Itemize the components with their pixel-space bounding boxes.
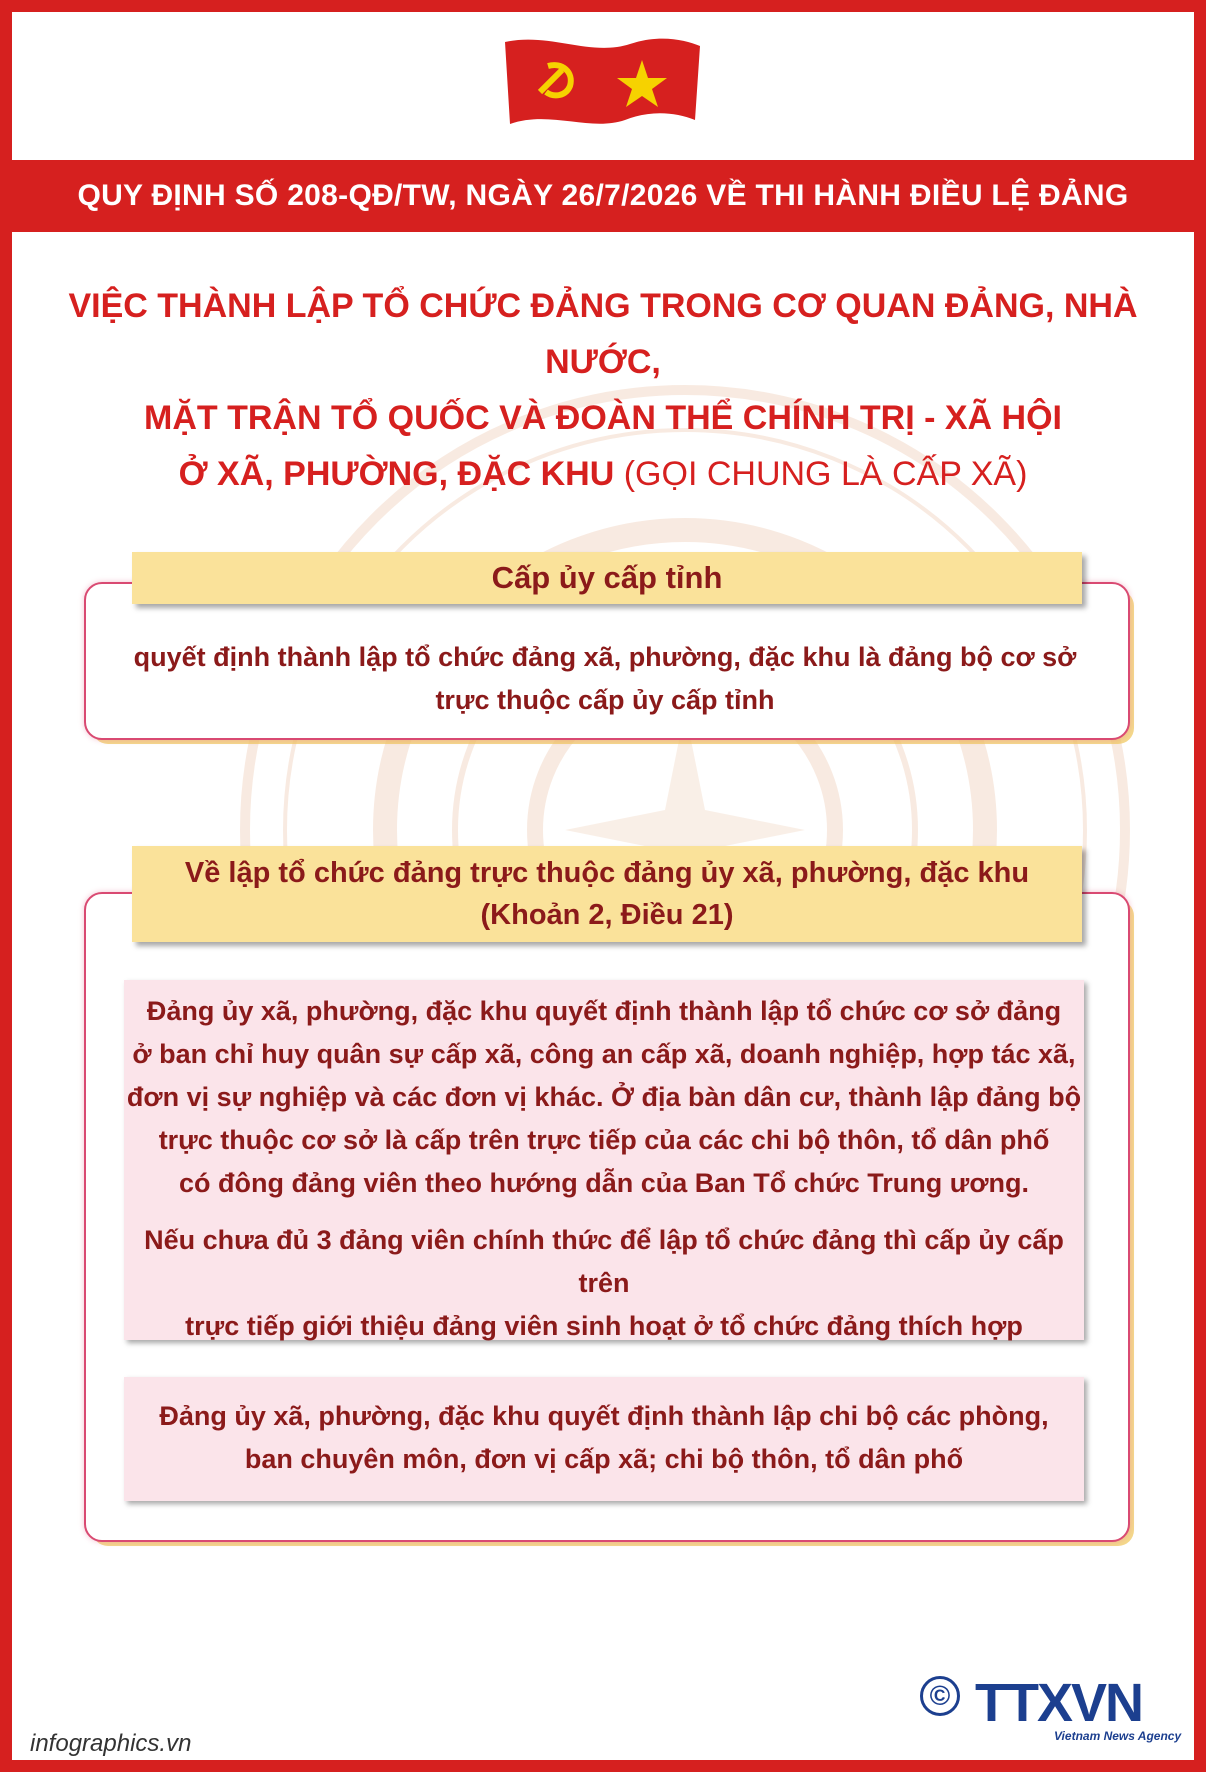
box-2-line-1: Đảng ủy xã, phường, đặc khu quyết định thành lập chi bộ các phòng,	[159, 1401, 1049, 1431]
box-1-p1-line-2: ở ban chỉ huy quân sự cấp xã, công an cấp xã, doanh nghiệp, hợp tác xã,	[132, 1039, 1076, 1069]
box-1-p2-line-2: trực tiếp giới thiệu đảng viên sinh hoạt ở tổ chức đảng thích hợp	[185, 1311, 1023, 1341]
section-2-label-line-1: Về lập tổ chức đảng trực thuộc đảng ủy xã, phường, đặc khu	[184, 857, 1030, 889]
party-flag-icon	[500, 32, 705, 132]
title-line-2: MẶT TRẬN TỔ QUỐC VÀ ĐOÀN THỂ CHÍNH TRỊ - XÃ HỘI	[144, 399, 1062, 437]
box-1-p2-line-1: Nếu chưa đủ 3 đảng viên chính thức để lập tổ chức đảng thì cấp ủy cấp trên	[144, 1225, 1064, 1298]
title-line-3-normal: (GỌI CHUNG LÀ CẤP XÃ)	[623, 455, 1028, 493]
title-line-3	[60, 446, 1146, 502]
section-1-label	[132, 552, 1082, 604]
ttxvn-logo-subtitle: Vietnam News Agency	[1054, 1729, 1182, 1743]
ttxvn-logo: TTXVN	[975, 1673, 1143, 1733]
section-2-label	[132, 846, 1082, 942]
title-line-1: VIỆC THÀNH LẬP TỔ CHỨC ĐẢNG TRONG CƠ QUAN ĐẢNG, NHÀ NƯỚC,	[68, 287, 1138, 381]
red-bottom-bar	[0, 1760, 1206, 1772]
box-1-p1-line-1: Đảng ủy xã, phường, đặc khu quyết định thành lập tổ chức cơ sở đảng	[146, 996, 1062, 1026]
header-text: QUY ĐỊNH SỐ 208-QĐ/TW, NGÀY 26/7/2026 VỀ THI HÀNH ĐIỀU LỆ ĐẢNG	[77, 179, 1129, 212]
box-1-p1-line-4: trực thuộc cơ sở là cấp trên trực tiếp của các chi bộ thôn, tổ dân phố	[158, 1125, 1050, 1155]
box-1-p1-line-5: có đông đảng viên theo hướng dẫn của Ban Tổ chức Trung ương.	[178, 1168, 1030, 1198]
section-1-text	[90, 636, 1120, 722]
box-2-line-2: ban chuyên môn, đơn vị cấp xã; chi bộ thôn, tổ dân phố	[244, 1444, 964, 1474]
title-line-3-bold: Ở XÃ, PHƯỜNG, ĐẶC KHU	[178, 455, 615, 493]
header-band	[0, 160, 1206, 232]
section-1-label-text: Cấp ủy cấp tỉnh	[491, 560, 723, 595]
section-2-box-2	[124, 1377, 1084, 1501]
copyright-icon: ©	[920, 1676, 960, 1716]
main-title	[60, 278, 1146, 502]
section-2-box-1	[124, 980, 1084, 1340]
box-1-p1-line-3: đơn vị sự nghiệp và các đơn vị khác. Ở địa bàn dân cư, thành lập đảng bộ	[126, 1082, 1082, 1112]
section-1-line-1: quyết định thành lập tổ chức đảng xã, phường, đặc khu là đảng bộ cơ sở	[133, 642, 1077, 672]
section-2-label-line-2: (Khoản 2, Điều 21)	[480, 899, 734, 931]
section-1-line-2: trực thuộc cấp ủy cấp tỉnh	[435, 685, 775, 715]
footer-site: infographics.vn	[30, 1730, 192, 1757]
